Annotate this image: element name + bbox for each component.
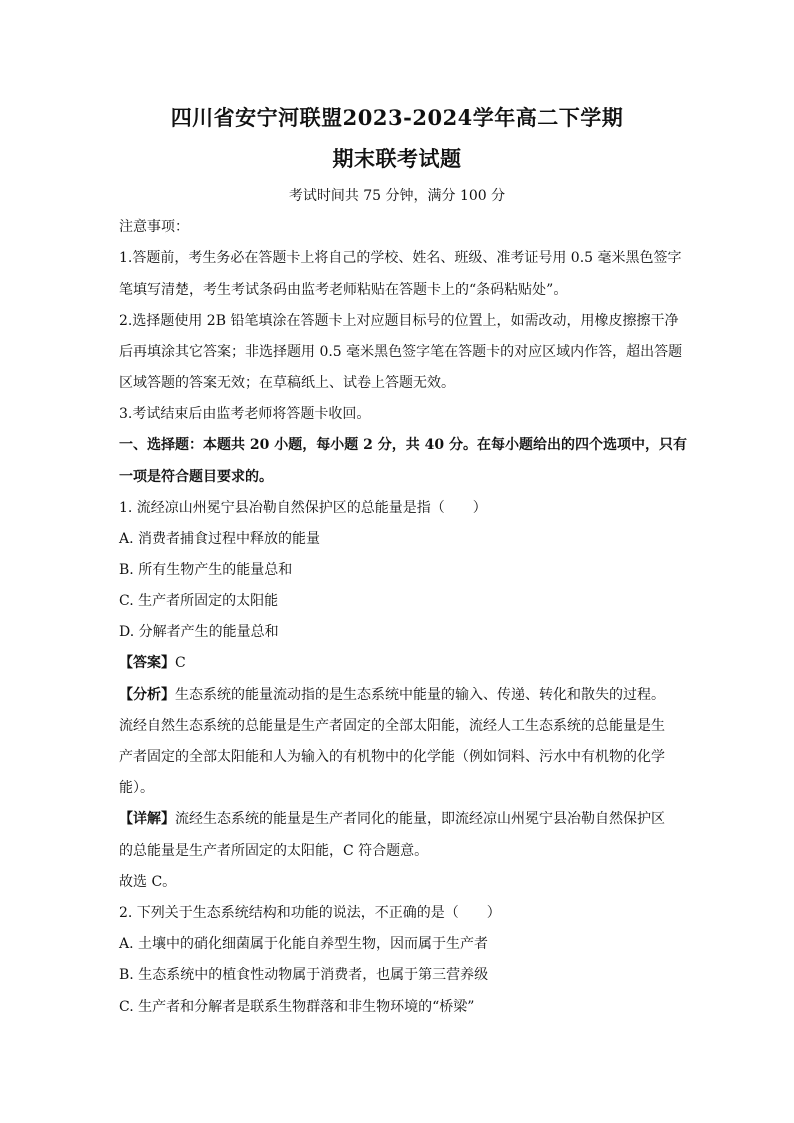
analysis-line-3: 产者固定的全部太阳能和人为输入的有机物中的化学能（例如饲料、污水中有机物的化学 xyxy=(119,749,665,765)
doc-title-line-2: 期末联考试题 xyxy=(332,146,462,171)
question-1-option-a: A. 消费者捕食过程中释放的能量 xyxy=(119,531,321,547)
analysis-tag: 【分析】 xyxy=(119,687,175,703)
exam-info: 考试时间共 75 分钟，满分 100 分 xyxy=(288,188,506,204)
detail-text-1: 流经生态系统的能量是生产者同化的能量，即流经凉山州冕宁县冶勒自然保护区 xyxy=(175,811,665,827)
section-heading-line-2: 一项是符合题目要求的。 xyxy=(119,469,273,485)
detail-line-2: 的总能量是生产者所固定的太阳能，C 符合题意。 xyxy=(119,843,429,859)
notice-item-2-line-3: 区域答题的答案无效；在草稿纸上、试卷上答题无效。 xyxy=(119,375,455,391)
notice-item-1-line-1: 1.答题前，考生务必在答题卡上将自己的学校、姓名、班级、准考证号用 0.5 毫米黑色签字 xyxy=(119,250,682,266)
detail-line-1 xyxy=(119,809,679,829)
analysis-line-1 xyxy=(119,685,679,705)
question-2-option-c: C. 生产者和分解者是联系生物群落和非生物环境的“桥梁” xyxy=(119,999,475,1015)
question-1-option-d: D. 分解者产生的能量总和 xyxy=(119,624,279,640)
section-heading-line-1: 一、选择题：本题共 20 小题，每小题 2 分，共 40 分。在每小题给出的四个选项中，只有 xyxy=(119,437,687,453)
answer-value: C xyxy=(175,655,186,671)
question-2: 2. 下列关于生态系统结构和功能的说法，不正确的是（ ） xyxy=(119,905,501,921)
answer-line xyxy=(119,653,679,673)
question-1: 1. 流经凉山州冕宁县冶勒自然保护区的总能量是指（ ） xyxy=(119,500,487,516)
notice-item-1-line-2: 笔填写清楚，考生考试条码由监考老师粘贴在答题卡上的“条码粘贴处”。 xyxy=(119,282,568,298)
notice-item-3: 3.考试结束后由监考老师将答题卡收回。 xyxy=(119,406,371,422)
question-2-option-a: A. 土壤中的硝化细菌属于化能自养型生物，因而属于生产者 xyxy=(119,936,489,952)
answer-tag: 【答案】 xyxy=(119,655,175,671)
notice-item-2-line-1: 2.选择题使用 2B 铅笔填涂在答题卡上对应题目标号的位置上，如需改动，用橡皮擦擦干净 xyxy=(119,313,679,329)
choose-line: 故选 C。 xyxy=(119,874,177,890)
question-1-option-b: B. 所有生物产生的能量总和 xyxy=(119,562,293,578)
analysis-line-2: 流经自然生态系统的总能量是生产者固定的全部太阳能，流经人工生态系统的总能量是生 xyxy=(119,718,665,734)
question-2-option-b: B. 生态系统中的植食性动物属于消费者，也属于第三营养级 xyxy=(119,967,489,983)
question-1-option-c: C. 生产者所固定的太阳能 xyxy=(119,593,279,609)
detail-tag: 【详解】 xyxy=(119,811,175,827)
notice-heading: 注意事项： xyxy=(119,219,189,235)
notice-item-2-line-2: 后再填涂其它答案；非选择题用 0.5 毫米黑色签字笔在答题卡的对应区域内作答，超出答题 xyxy=(119,344,683,360)
analysis-text-1: 生态系统的能量流动指的是生态系统中能量的输入、传递、转化和散失的过程。 xyxy=(175,687,665,703)
doc-title-line-1: 四川省安宁河联盟2023-2024学年高二下学期 xyxy=(170,105,624,130)
analysis-line-4: 能）。 xyxy=(119,780,154,796)
